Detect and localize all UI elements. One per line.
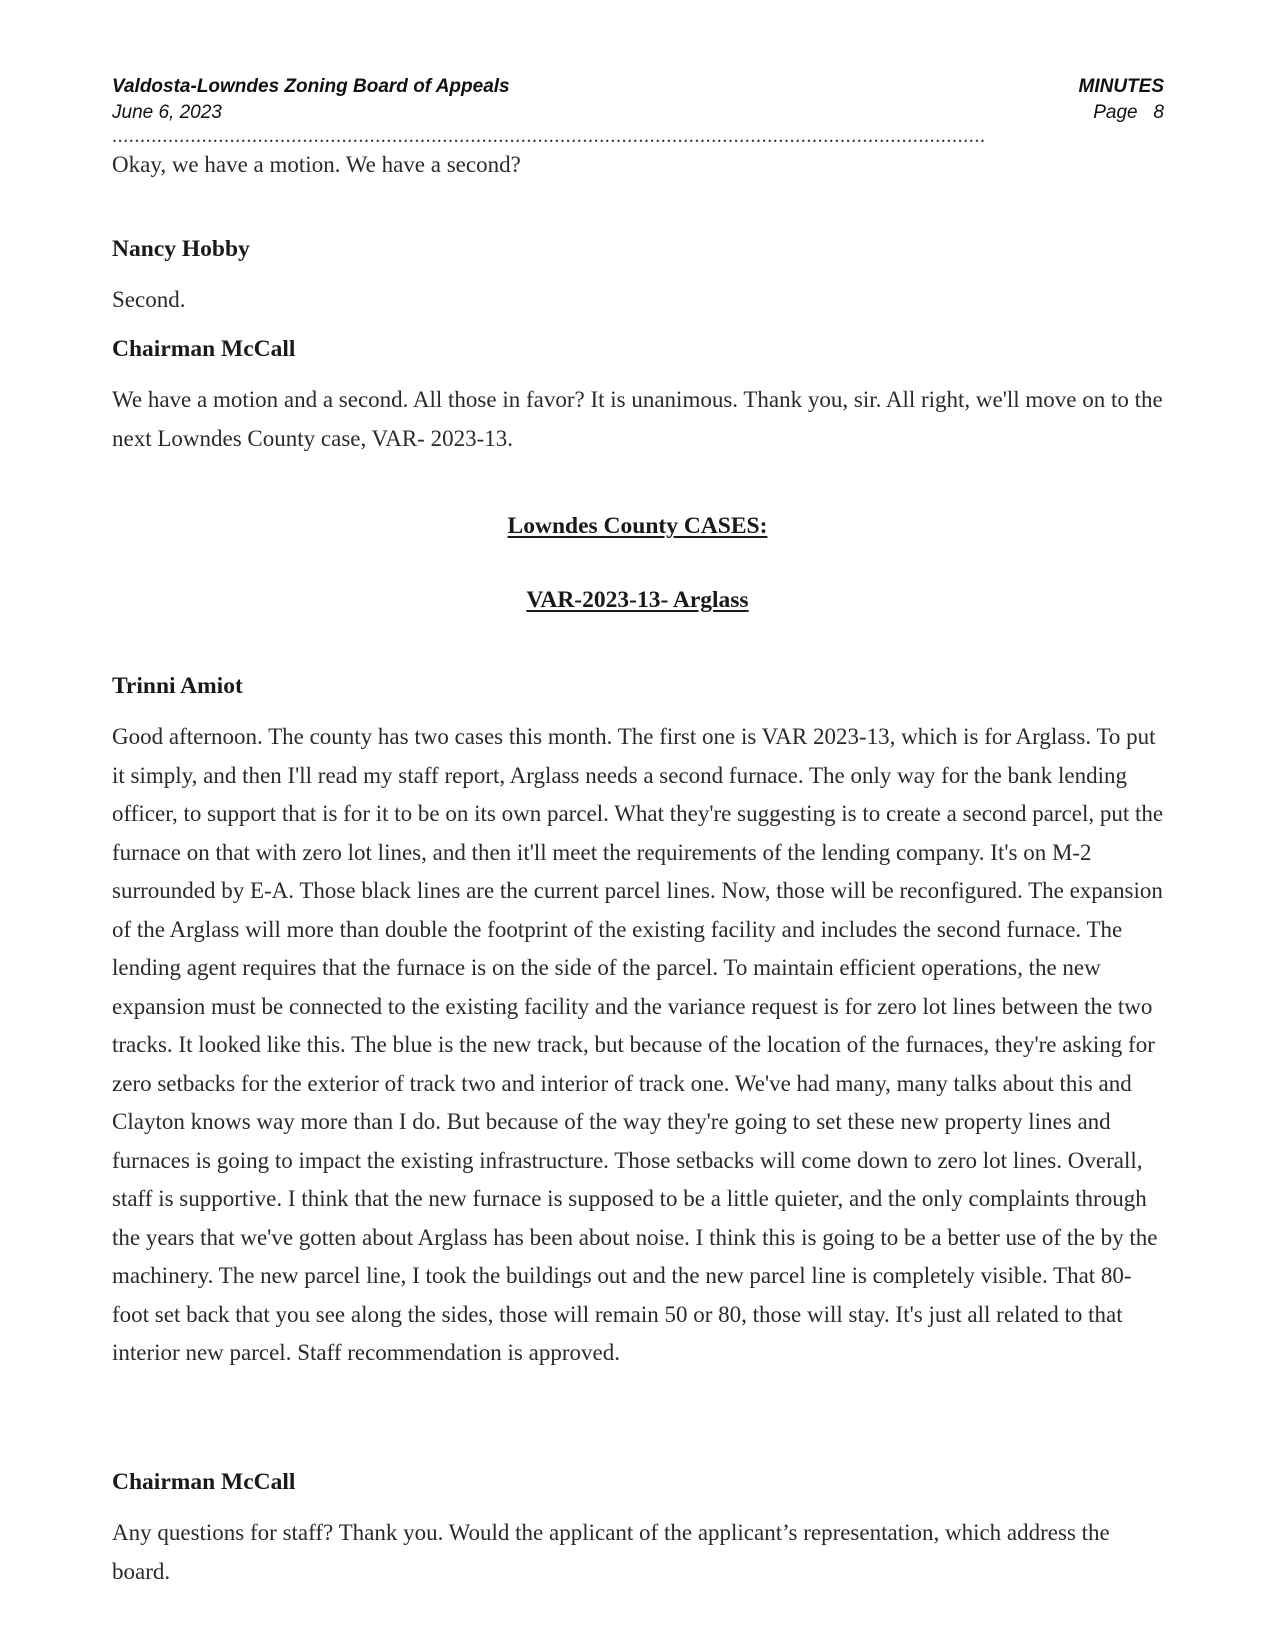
paragraph-motion-question: Okay, we have a motion. We have a second? bbox=[112, 152, 521, 177]
document-type: MINUTES bbox=[1078, 76, 1164, 97]
case-heading-text: VAR-2023-13- Arglass bbox=[526, 587, 749, 613]
meeting-date: June 6, 2023 bbox=[112, 102, 222, 123]
page-number: Page 8 bbox=[1093, 102, 1164, 123]
paragraph-questions: Any questions for staff? Thank you. Would the applicant of the applicant’s representation, which address the board. bbox=[112, 1520, 1110, 1584]
paragraph-staff-report: Good afternoon. The county has two cases this month. The first one is VAR 2023-13, which is for Arglass. To put it simply, and then I'll read my staff report, Arglass needs a second furnace. The only way for the bank lending officer, to support that is for it to be on its own parcel. What they're suggesting is to create a second parcel, put the furnace on that with zero lot lines, and then it'll meet the requirements of the lending company. It's on M-2 surrounded by E-A. Those black lines are the current parcel lines. Now, those will be reconfigured. The expansion of the Arglass will more than double the footprint of the existing facility and includes the second furnace. The lending agent requires that the furnace is on the side of the parcel. To maintain efficient operations, the new expansion must be connected to the existing facility and the variance request is for zero lot lines between the two tracks. It looked like this. The blue is the new track, but because of the location of the furnaces, they're asking for zero setbacks for the exterior of track two and interior of track one. We've had many, many talks about this and Clayton knows way more than I do. But because of the way they're going to set these new property lines and furnaces is going to impact the existing infrastructure. Those setbacks will come down to zero lot lines. Overall, staff is supportive. I think that the new furnace is supposed to be a little quieter, and the only complaints through the years that we've gotten about Arglass has been about noise. I think this is going to be a better use of the by the machinery. The new parcel line, I took the buildings out and the new parcel line is completely visible. That 80-foot set back that you see along the sides, those will remain 50 or 80, those will stay. It's just all related to that interior new parcel. Staff recommendation is approved. bbox=[112, 724, 1164, 1365]
dotted-separator: ............................................................................................................................................................ bbox=[112, 126, 986, 146]
speaker-name: Chairman McCall bbox=[112, 1469, 296, 1495]
header-row-bottom bbox=[112, 100, 1164, 126]
speaker-name: Chairman McCall bbox=[112, 336, 296, 362]
page-header bbox=[112, 74, 1164, 126]
case-heading bbox=[0, 585, 1275, 615]
section-heading-text: Lowndes County CASES: bbox=[507, 513, 768, 539]
paragraph-second: Second. bbox=[112, 287, 186, 312]
speaker-name: Trinni Amiot bbox=[112, 673, 243, 699]
header-row-top bbox=[112, 74, 1164, 100]
paragraph-motion-vote: We have a motion and a second. All those in favor? It is unanimous. Thank you, sir. All right, we'll move on to the next Lowndes County case, VAR- 2023-13. bbox=[112, 387, 1163, 451]
section-heading bbox=[0, 511, 1275, 541]
speaker-name: Nancy Hobby bbox=[112, 236, 250, 262]
board-name: Valdosta-Lowndes Zoning Board of Appeals bbox=[112, 76, 510, 97]
